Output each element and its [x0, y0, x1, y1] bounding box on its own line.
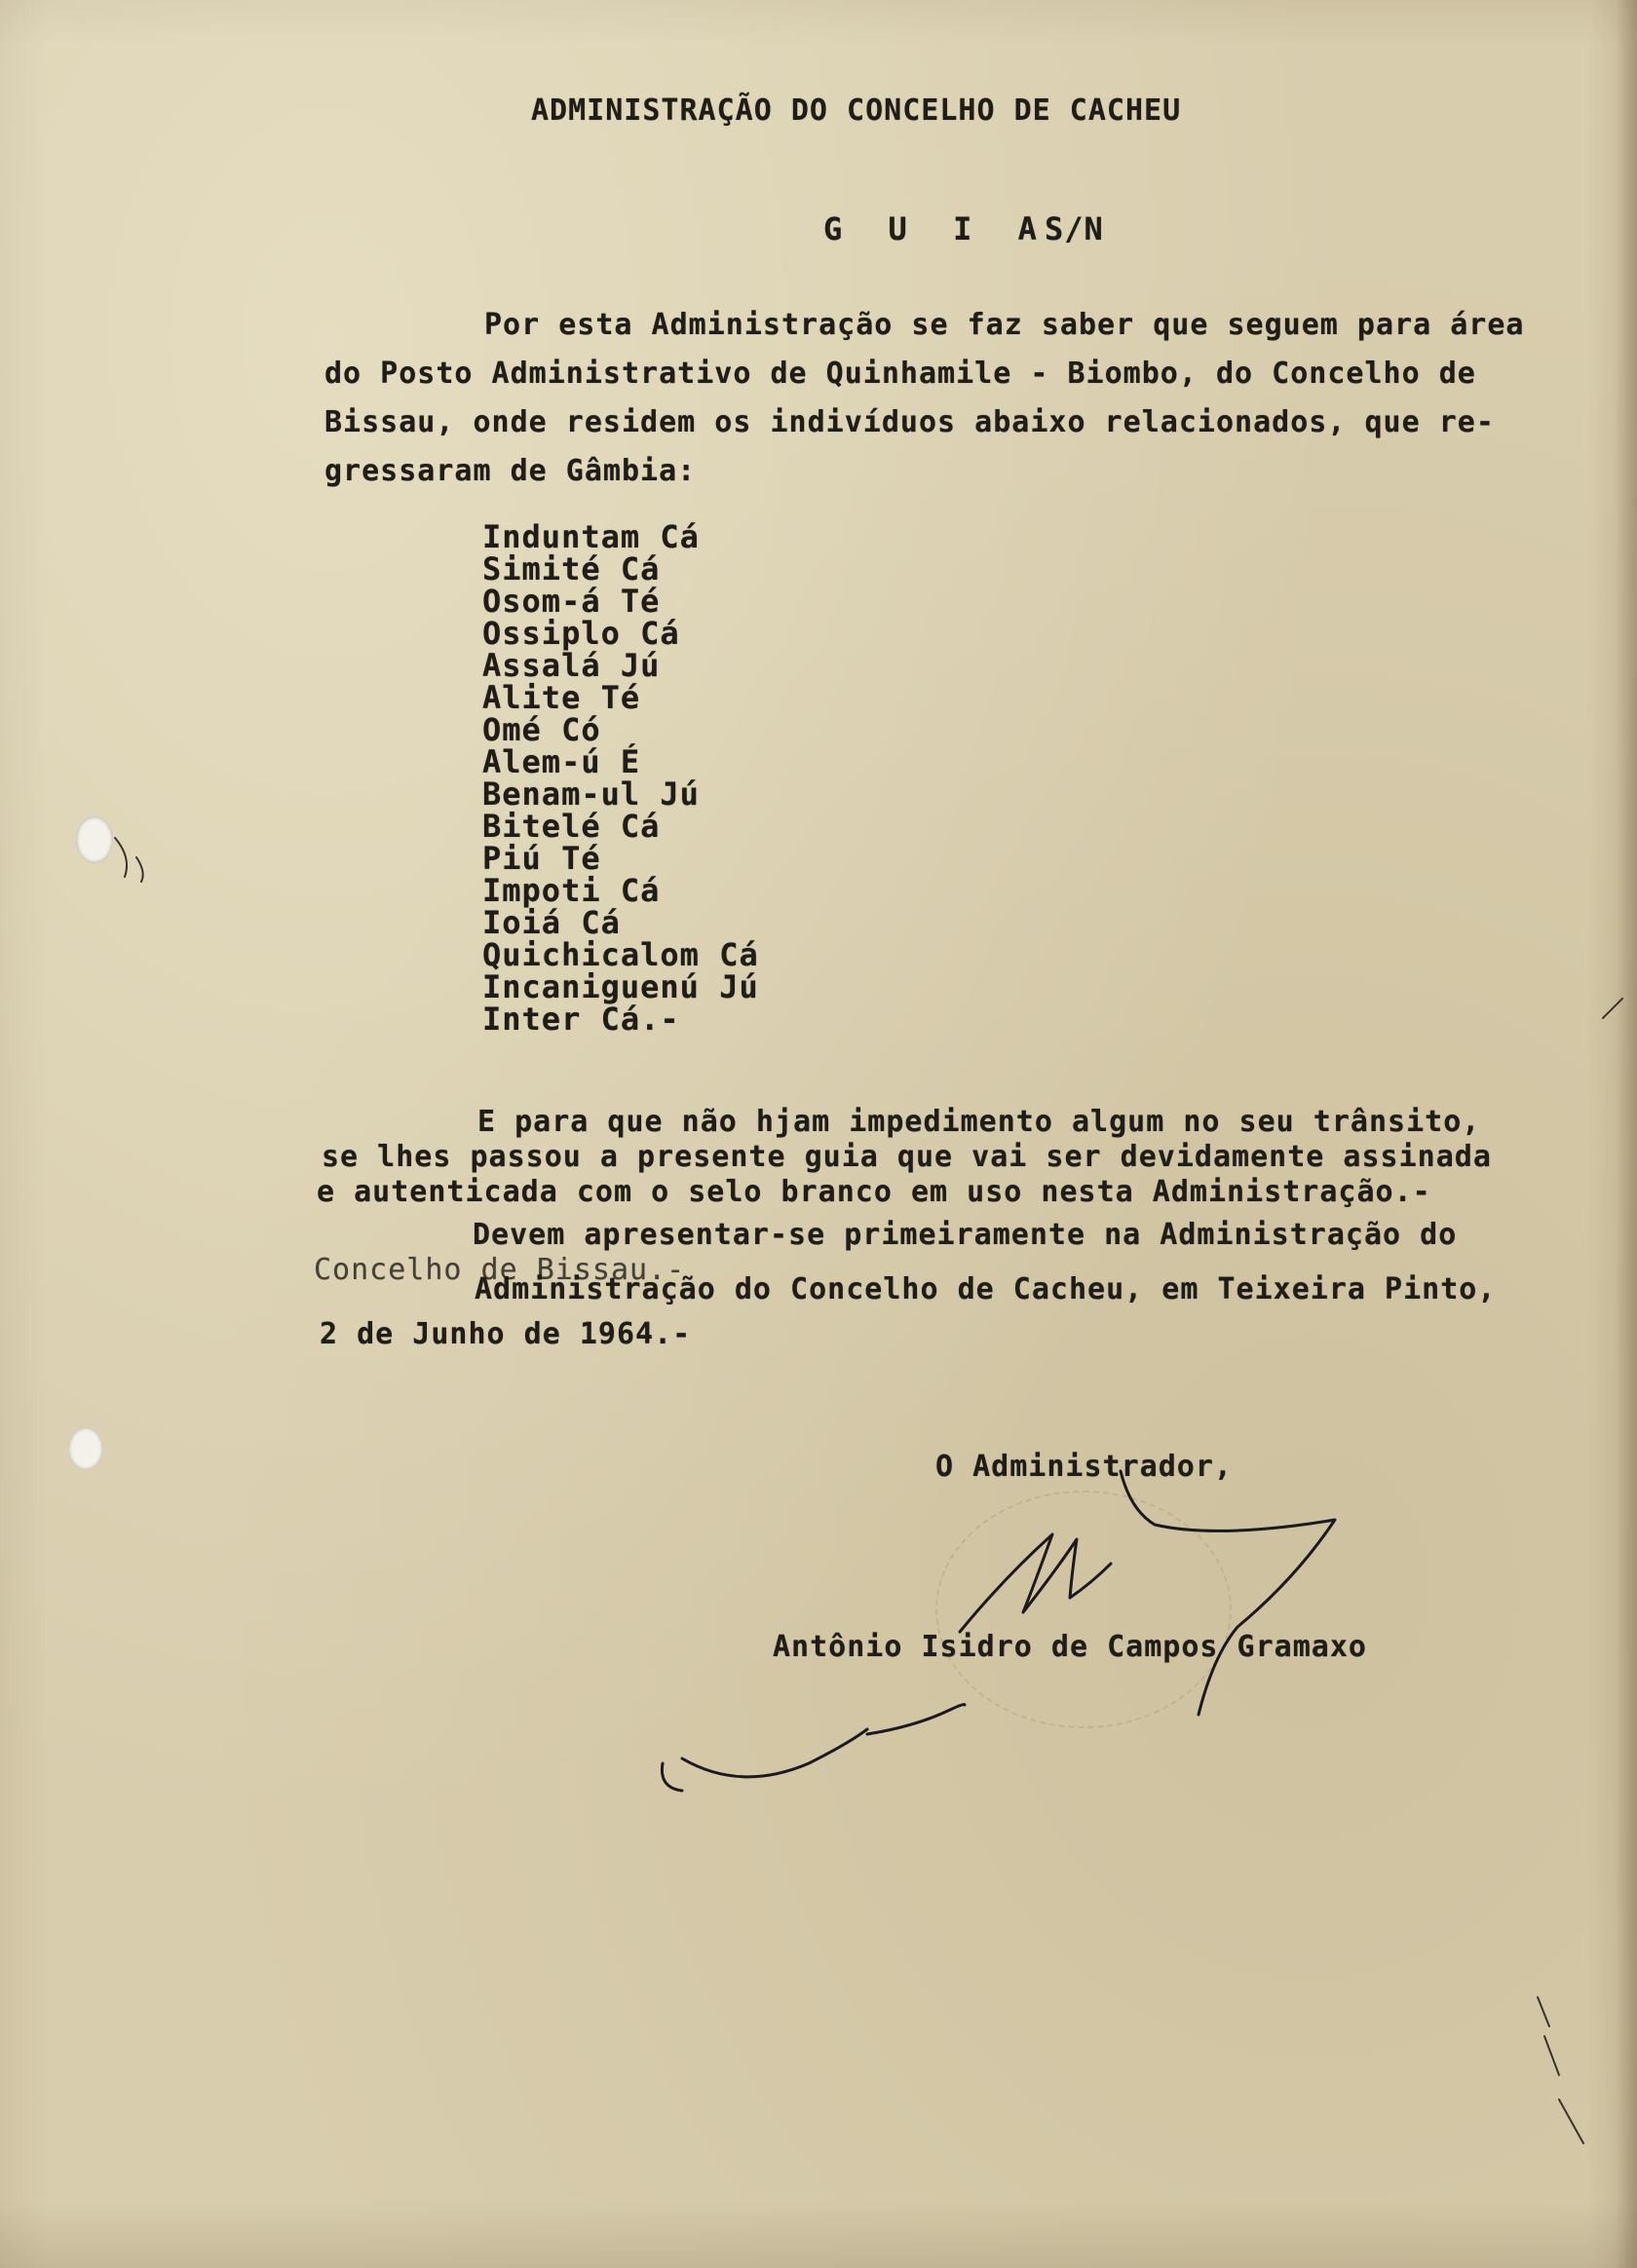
list-item: Simité Cá [482, 550, 661, 587]
dateline-line: Administração do Concelho de Cacheu, em Teixeira Pinto, [475, 1272, 1497, 1306]
list-item: Induntam Cá [482, 518, 700, 555]
list-item: Osom-á Té [482, 583, 661, 620]
paragraph2-line: E para que não hjam impedimento algum no seu trânsito, [477, 1105, 1481, 1139]
list-item: Quichicalom Cá [482, 936, 759, 973]
list-item: Alem-ú É [482, 743, 641, 780]
list-item: Incaniguenú Jú [482, 968, 759, 1005]
list-item: Piú Té [482, 840, 601, 877]
paragraph1-line: gressaram de Gâmbia: [324, 454, 697, 488]
list-item: Inter Cá.- [482, 1001, 680, 1038]
paragraph2-line: e autenticada com o selo branco em uso nesta Administração.- [317, 1175, 1431, 1209]
dateline-line: 2 de Junho de 1964.- [320, 1317, 692, 1351]
list-item: Assalá Jú [482, 647, 661, 684]
guia-title: G U I A [823, 210, 1050, 247]
list-item: Ioiá Cá [482, 904, 621, 941]
signature-title: O Administrador, [935, 1450, 1233, 1484]
list-item: Alite Té [482, 679, 641, 716]
guia-number: S/N [1045, 210, 1104, 247]
paragraph3-line: Concelho de Bissau.- [314, 1253, 686, 1287]
signatory-name: Antônio Isidro de Campos Gramaxo [773, 1630, 1367, 1664]
paragraph1-line: Bissau, onde residem os indivíduos abaixo relacionados, que re- [324, 405, 1495, 439]
list-item: Impoti Cá [482, 872, 661, 909]
paragraph2-line: se lhes passou a presente guia que vai ser devidamente assinada [322, 1140, 1492, 1174]
list-item: Ossiplo Cá [482, 615, 680, 652]
list-item: Omé Có [482, 711, 601, 748]
paragraph1-line: Por esta Administração se faz saber que seguem para área [484, 308, 1525, 342]
paragraph3-line: Devem apresentar-se primeiramente na Administração do [473, 1218, 1458, 1252]
list-item: Bitelé Cá [482, 808, 661, 845]
list-item: Benam-ul Jú [482, 775, 700, 813]
paragraph1-line: do Posto Administrativo de Quinhamile - Biombo, do Concelho de [324, 357, 1476, 391]
document-header: ADMINISTRAÇÃO DO CONCELHO DE CACHEU [531, 94, 1182, 128]
